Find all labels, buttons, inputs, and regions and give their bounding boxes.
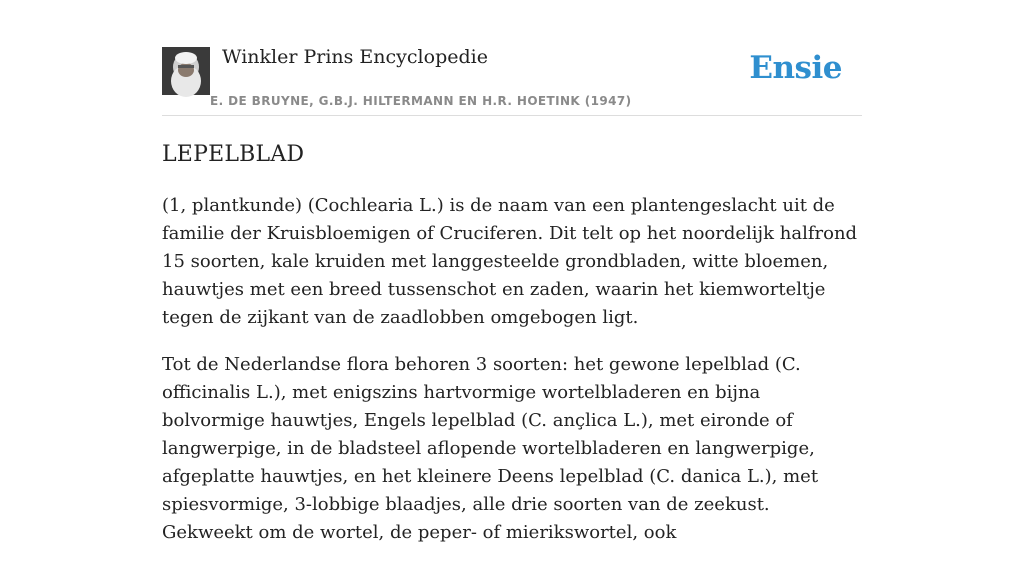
author-avatar[interactable] (162, 47, 210, 95)
article-page (162, 0, 862, 543)
entry-body (162, 192, 862, 566)
book-authors: E. DE BRUYNE, G.B.J. HILTERMANN EN H.R. HOETINK (1947) (210, 94, 632, 108)
entry-paragraph: Tot de Nederlandse flora behoren 3 soorten: het gewone lepelblad (C. officinalis L.), met enigszins hartvormige wortelbladeren en bijna bolvormige hauwtjes, Engels lepelblad (C. ançlica L.), met eironde of langwerpige, in de bladsteel aflopende wortelbladeren en langwerpige, afgeplatte hauwtjes, en het kleinere Deens lepelblad (C. danica L.), met spiesvormige, 3-lobbige blaadjes, alle drie soorten van de zeekust. Gekweekt om de wortel, de peper- of mierikswortel, ook (162, 354, 819, 543)
entry-title: LEPELBLAD (162, 142, 305, 167)
book-title[interactable]: Winkler Prins Encyclopedie (222, 46, 488, 68)
author-portrait-icon (162, 47, 210, 95)
ensie-logo[interactable]: Ensie (749, 50, 842, 86)
book-header (162, 0, 862, 116)
entry-paragraph: (1, plantkunde) (Cochlearia L.) is de naam van een plantengeslacht uit de familie der Kruisbloemigen of Cruciferen. Dit telt op het noordelijk halfrond 15 soorten, kale kruiden met langgesteelde grondbladen, witte bloemen, hauwtjes met een breed tussenschot en zaden, waarin het kiemworteltje tegen de zijkant van de zaadlobben omgebogen ligt. (162, 195, 858, 328)
